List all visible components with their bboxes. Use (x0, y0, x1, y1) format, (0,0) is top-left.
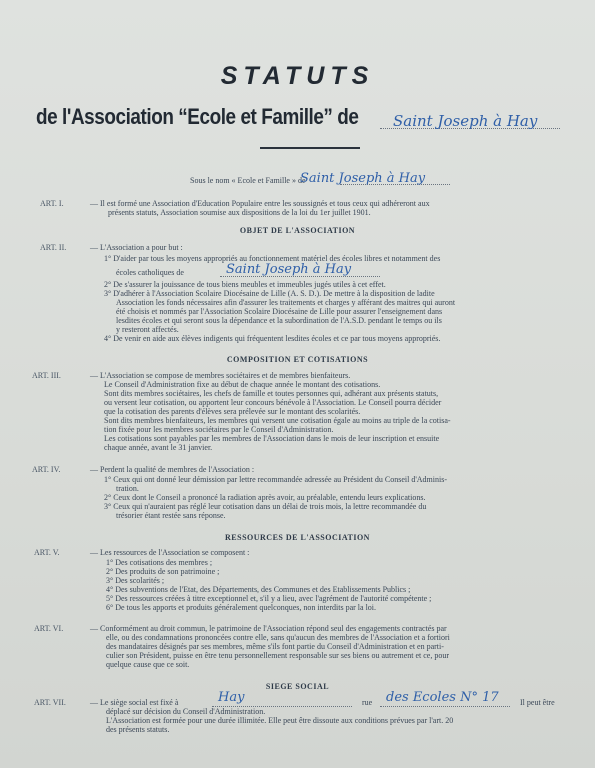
section-heading: RESSOURCES DE L'ASSOCIATION (225, 533, 370, 542)
article-text-line: — L'Association a pour but : (90, 243, 183, 252)
article-text-line: présents statuts, Association soumise aux dispositions de la loi du 1er juillet 1901. (108, 208, 371, 217)
article-text-line: — L'Association se compose de membres sociétaires et de membres bienfaiteurs. (90, 371, 351, 380)
article-text-line: — Le siège social est fixé à (90, 698, 179, 707)
article-text-line: déplacé sur décision du Conseil d'Administration. (106, 707, 266, 716)
article-text-line: rue (362, 698, 373, 707)
section-heading: SIEGE SOCIAL (265, 682, 330, 691)
article-label: ART. III. (32, 371, 61, 380)
article-label: ART. VII. (34, 698, 66, 707)
article-text-line: Il peut être (520, 698, 555, 707)
article-text-line: — Il est formé une Association d'Education Populaire entre les soussignés et tous ceux qui adhéreront aux (90, 199, 430, 208)
article-text-line: été choisis et nommés par l'Association Scolaire Diocésaine de Lille pour assurer l'enseignement dans (116, 307, 443, 316)
article-text-line: culier son Président, puisse en être tenu personnellement responsable sur ses biens ou autrement et ce, pour (106, 651, 450, 660)
article-text-line: chaque année, avant le 31 janvier. (104, 443, 213, 452)
seat-street-fill-line (380, 706, 510, 707)
article-text-line: — Conformément au droit commun, le patrimoine de l'Association répond seul des engagements contractés par (90, 624, 447, 633)
article-label: ART. V. (34, 548, 60, 557)
handwritten-intro-place: Saint Joseph à Hay (300, 171, 426, 186)
article-text-line: 6° De tous les apports et produits généralement quelconques, non interdits par la loi. (106, 603, 377, 612)
article-text-line: 2° De s'assurer la jouissance de tous biens meubles et immeubles jugés utiles à cet effet. (104, 280, 386, 289)
section-heading: OBJET DE L'ASSOCIATION (239, 226, 356, 235)
article-text-line: des mandataires désignés par ses membres, même s'ils font partie du Conseil d'Administration et en parti- (106, 642, 444, 651)
document-title: STATUTS (220, 62, 375, 90)
article-text-line: tion fixée pour les membres sociétaires par le Conseil d'Administration. (104, 425, 334, 434)
article-label: ART. VI. (34, 624, 64, 633)
handwritten-schools-place: Saint Joseph à Hay (226, 262, 352, 277)
handwritten-seat-city: Hay (218, 690, 245, 705)
article-text-line: Sont dits membres sociétaires, les chefs de famille et toutes personnes qui, adhérant aux présents statuts, (104, 389, 439, 398)
article-text-line: 2° Ceux dont le Conseil a prononcé la radiation après avoir, au préalable, entendu leurs explications. (104, 493, 426, 502)
article-text-line: — Perdent la qualité de membres de l'Association : (90, 465, 255, 474)
article-text-line: L'Association est formée pour une durée illimitée. Elle peut être dissoute aux conditions prévues par l'art. 20 (106, 716, 454, 725)
handwritten-title-place: Saint Joseph à Hay (393, 112, 538, 130)
article-text-line: Les cotisations sont payables par les membres de l'Association dans le mois de leur inscription et ensuite (104, 434, 440, 443)
article-label: ART. IV. (32, 465, 61, 474)
article-text-line: ou versent leur cotisation, ou apportent leur concours bénévole à l'Association. Le Conseil pourra décider (104, 398, 442, 407)
article-text-line: 3° D'adhérer à l'Association Scolaire Diocésaine de Lille (A. S. D.). De mettre à la disposition de ladite (104, 289, 435, 298)
article-text-line: 4° De venir en aide aux élèves indigents qui fréquentent lesdites écoles et ce par tous moyens appropriés. (104, 334, 441, 343)
article-text-line: lesdites écoles et qui seront sous la dépendance et la subordination de l'A.S.D. pendant le temps ou ils (116, 316, 442, 325)
article-text-line: y resteront affectés. (116, 325, 179, 334)
article-text-line: — Les ressources de l'Association se composent : (90, 548, 250, 557)
article-text-line: 5° Des ressources créées à titre exceptionnel et, s'il y a lieu, avec l'agrément de l'autorité compétente ; (106, 594, 432, 603)
title-rule (260, 147, 360, 149)
article-text-line: 3° Ceux qui n'auraient pas réglé leur cotisation dans un délai de trois mois, la lettre recommandée du (104, 502, 427, 511)
article-text-line: Le Conseil d'Administration fixe au début de chaque année le montant des cotisations. (104, 380, 381, 389)
article-text-line: des présents statuts. (106, 725, 170, 734)
article-text-line: 1° Des cotisations des membres ; (106, 558, 213, 567)
article-text-line: Association les fonds nécessaires afin d'assurer les traitements et charges y afférant des maitres qui auront (116, 298, 456, 307)
article-label: ART. I. (40, 199, 64, 208)
handwritten-seat-street: des Ecoles N° 17 (386, 690, 499, 705)
article-text-line: 1° Ceux qui ont donné leur démission par lettre recommandée adressée au Président du Conseil d'Adminis- (104, 475, 448, 484)
article-label: ART. II. (40, 243, 67, 252)
article-text-line: quelque cause que ce soit. (106, 660, 190, 669)
document-subtitle: de l'Association “Ecole et Famille” de (36, 104, 359, 129)
article-text-line: 1° D'aider par tous les moyens appropriés au fonctionnement matériel des écoles libres et notamment des (104, 254, 441, 263)
article-text-line: tration. (116, 484, 139, 493)
intro-text: Sous le nom « Ecole et Famille » de (190, 176, 306, 185)
article-text-line: elle, ou des condamnations prononcées contre elle, sans qu'aucun des membres de l'Association et a fortiori (106, 633, 450, 642)
article-text-line: trésorier étant restée sans réponse. (116, 511, 226, 520)
article-text-line: Sont dits membres bienfaiteurs, les membres qui versent une cotisation égale au moins au triple de la cotisa- (104, 416, 451, 425)
article-text-line: écoles catholiques de (116, 268, 184, 277)
section-heading: COMPOSITION ET COTISATIONS (226, 355, 369, 364)
article-text-line: 2° Des produits de son patrimoine ; (106, 567, 220, 576)
article-text-line: 4° Des subventions de l'Etat, des Départements, des Communes et des Etablissements Publics ; (106, 585, 411, 594)
article-text-line: que la cotisation des parents d'élèves sera prélevée sur le montant des scolarités. (104, 407, 361, 416)
article-text-line: 3° Des scolarités ; (106, 576, 165, 585)
